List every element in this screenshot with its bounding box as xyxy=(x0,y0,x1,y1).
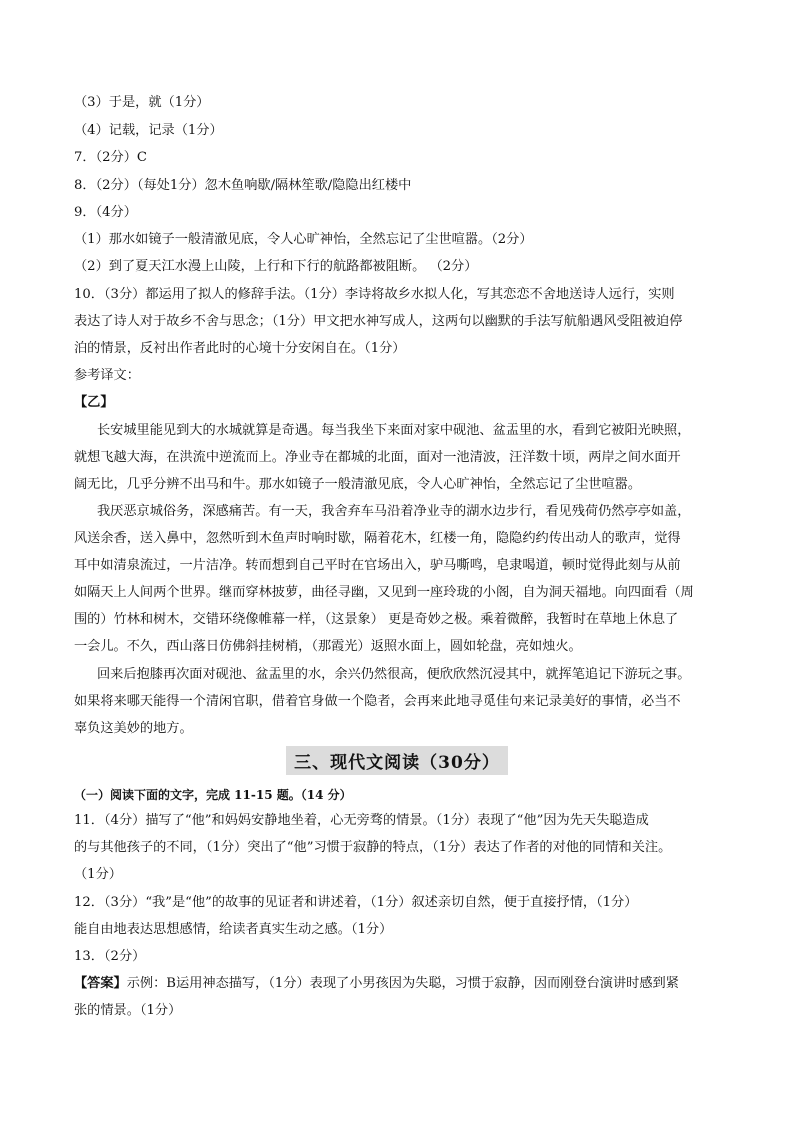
answer-line: （4）记载，记录（1分） xyxy=(74,123,223,138)
section-heading xyxy=(0,746,794,775)
answer-q8: 8．（2分）（每处1分）忽木鱼响歇/隔林笙歌/隐隐出红楼中 xyxy=(74,178,412,193)
translation-line: 耳中如清泉流过，一片洁净。转而想到自己平时在官场出入，驴马嘶鸣，皂隶喝道，顿时觉得此刻与从前 xyxy=(74,558,681,573)
translation-line: 风送余香，送入鼻中，忽然听到木鱼声时响时歇，隔着花木，红楼一角，隐隐约约传出动人的歌声，觉得 xyxy=(74,531,681,546)
section-title: 三、现代文阅读（30分） xyxy=(286,746,508,775)
translation-line: 如果将来哪天能得一个清闲官职，借着官身做一个隐者，会再来此地寻觅佳句来记录美好的事情，必当不 xyxy=(74,694,681,709)
answer-line: 能自由地表达思想感情，给读者真实生动之感。（1分） xyxy=(74,922,393,937)
answer-line xyxy=(74,975,679,993)
answer-line: （1）那水如镜子一般清澈见底，令人心旷神怡，全然忘记了尘世喧嚣。（2分） xyxy=(74,232,533,247)
subsection-heading: （一）阅读下面的文字，完成 11-15 题。（14 分） xyxy=(74,788,352,802)
answer-line: 张的情景。（1分） xyxy=(74,1003,182,1018)
answer-q10: 10．（3分）都运用了拟人的修辞手法。（1分）李诗将故乡水拟人化，写其恋恋不舍地送诗人远行，实则 xyxy=(74,287,675,302)
answer-line: （2）到了夏天江水漫上山陵，上行和下行的航路都被阻断。 （2分） xyxy=(74,259,478,274)
translation-line: 围的）竹林和树木，交错环绕像帷幕一样，（这景象） 更是奇妙之极。乘着微醉，我暂时在草地上休息了 xyxy=(74,612,679,627)
answer-q11: 11．（4分）描写了“他”和妈妈安静地坐着，心无旁骛的情景。（1分）表现了“他”因为先天失聪造成 xyxy=(74,813,649,828)
translation-line: 回来后抱膝再次面对砚池、盆盂里的水，余兴仍然很高，便欣欣然沉浸其中，就挥笔追记下游玩之事。 xyxy=(97,667,691,682)
answer-text: 示例：B运用神态描写，（1分）表现了小男孩因为失聪，习惯于寂静，因而刚登台演讲时感到紧 xyxy=(126,976,679,991)
translation-line: 一会儿。不久，西山落日仿佛斜挂树梢，（那霞光）返照水面上，圆如轮盘，亮如烛火。 xyxy=(74,639,582,654)
answer-label: 【答案】 xyxy=(74,976,127,991)
answer-q9: 9．（4分） xyxy=(74,205,137,220)
answer-q7: 7．（2分）C xyxy=(74,150,148,165)
answer-q12: 12．（3分）“我”是“他”的故事的见证者和讲述着，（1分）叙述亲切自然，便于直接抒情，（1分） xyxy=(74,895,638,910)
answer-q13: 13．（2分） xyxy=(74,949,146,964)
translation-line: 我厌恶京城俗务，深感痛苦。有一天，我舍弃车马沿着净业寺的湖水边步行，看见残荷仍然亭亭如盖， xyxy=(97,504,691,519)
answer-line: （1分） xyxy=(74,867,122,882)
answer-line: 泊的情景，反衬出作者此时的心境十分安闲自在。（1分） xyxy=(74,341,406,356)
translation-line: 如隔天上人间两个世界。继而穿林披萝，曲径寻幽，又见到一座玲珑的小阁，自为洞天福地。向四面看（周 xyxy=(74,585,694,600)
translation-line: 阔无比，几乎分辨不出马和牛。那水如镜子一般清澈见底，令人心旷神怡，全然忘记了尘世喧嚣。 xyxy=(74,477,642,492)
translation-line: 辜负这美妙的地方。 xyxy=(74,721,193,736)
answer-line: （3）于是，就（1分） xyxy=(74,95,210,110)
translation-line: 就想飞越大海，在洪流中逆流而上。净业寺在都城的北面，面对一池清波，汪洋数十顷，两岸之间水面开 xyxy=(74,450,681,465)
passage-label: 【乙】 xyxy=(74,395,114,410)
answer-line: 表达了诗人对于故乡不舍与思念；（1分）甲文把水神写成人，这两句以幽默的手法写航船遇风受阻被迫停 xyxy=(74,314,683,329)
answer-line: 的与其他孩子的不同，（1分）突出了“他”习惯于寂静的特点，（1分）表达了作者的对他的同情和关注。 xyxy=(74,840,672,855)
translation-line: 长安城里能见到大的水城就算是奇遇。每当我坐下来面对家中砚池、盆盂里的水，看到它被阳光映照， xyxy=(97,423,691,438)
translation-heading: 参考译文： xyxy=(74,368,140,383)
